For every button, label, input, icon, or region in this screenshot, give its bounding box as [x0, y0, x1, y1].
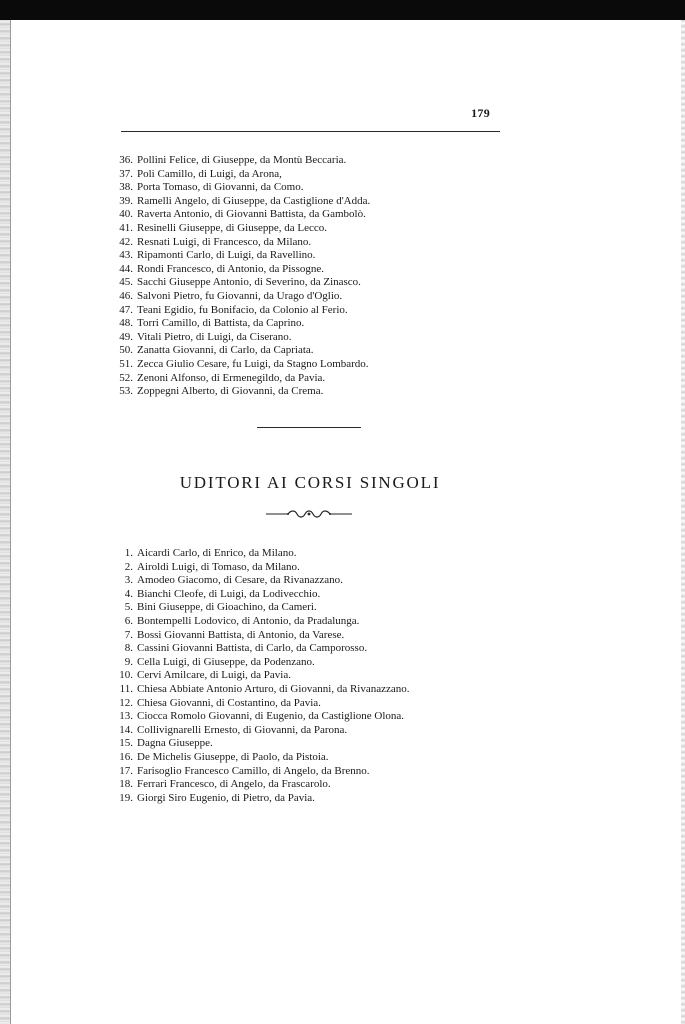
entry-number: 43. — [119, 249, 133, 262]
list-item — [100, 331, 500, 345]
entry-text: Bossi Giovanni Battista, di Antonio, da Varese. — [137, 628, 345, 641]
list-item — [100, 249, 500, 263]
list-item — [100, 290, 500, 304]
entry-text: Resnati Luigi, di Francesco, da Milano. — [137, 235, 312, 248]
list-item — [100, 236, 500, 250]
entry-text: Bini Giuseppe, di Gioachino, da Cameri. — [137, 601, 317, 614]
list-item — [100, 263, 500, 277]
entry-number: 40. — [119, 208, 133, 221]
entry-number: 36. — [119, 154, 133, 166]
entry-number: 39. — [119, 194, 133, 207]
entry-number: 8. — [124, 642, 133, 655]
list-item — [100, 168, 500, 182]
entry-number: 10. — [119, 669, 133, 682]
entry-text: De Michelis Giuseppe, di Paolo, da Pistoia. — [137, 750, 329, 763]
entry-text: Torri Camillo, di Battista, da Caprino. — [137, 317, 305, 330]
entry-text: Sacchi Giuseppe Antonio, di Severino, da Zinasco. — [137, 276, 361, 289]
list-item — [100, 765, 500, 779]
entry-text: Farisoglio Francesco Camillo, di Angelo, da Brenno. — [137, 764, 370, 777]
entry-text: Salvoni Pietro, fu Giovanni, da Urago d'Oglio. — [137, 289, 343, 302]
entry-number: 38. — [119, 181, 133, 194]
entry-number: 51. — [119, 357, 133, 370]
entry-number: 45. — [119, 276, 133, 289]
list-item — [100, 181, 500, 195]
entry-text: Bontempelli Lodovico, di Antonio, da Pradalunga. — [137, 614, 360, 627]
list-item — [100, 751, 500, 765]
entry-number: 44. — [119, 262, 133, 275]
entry-text: Cervi Amilcare, di Luigi, da Pavia. — [137, 669, 291, 682]
list-item — [100, 697, 500, 711]
list-item — [100, 372, 500, 386]
entry-number: 15. — [119, 737, 133, 750]
list-item — [100, 304, 500, 318]
scan-left-edge-line — [10, 20, 11, 1024]
scan-right-edge — [681, 20, 685, 1024]
entry-number: 7. — [124, 628, 133, 641]
entry-text: Dagna Giuseppe. — [137, 737, 213, 750]
entry-number: 48. — [119, 317, 133, 330]
entry-number: 14. — [119, 723, 133, 736]
list-item — [100, 154, 500, 168]
list-item — [100, 792, 500, 806]
entry-number: 11. — [119, 682, 133, 695]
entry-text: Cassini Giovanni Battista, di Carlo, da Camporosso. — [137, 642, 368, 655]
entry-text: Rondi Francesco, di Antonio, da Pissogne. — [137, 262, 324, 275]
entry-number: 47. — [119, 303, 133, 316]
list-item — [100, 642, 500, 656]
list-item — [100, 358, 500, 372]
entry-number: 3. — [124, 574, 133, 587]
page-number: 179 — [471, 106, 490, 120]
entry-number: 52. — [119, 371, 133, 384]
entry-number: 5. — [124, 601, 133, 614]
list-item — [100, 561, 500, 575]
list-item — [100, 588, 500, 602]
entry-text: Ramelli Angelo, di Giuseppe, da Castiglione d'Adda. — [137, 194, 371, 207]
list-item — [100, 276, 500, 290]
entry-text: Zanatta Giovanni, di Carlo, da Capriata. — [137, 344, 314, 357]
list-item — [100, 574, 500, 588]
entry-text: Porta Tomaso, di Giovanni, da Como. — [137, 181, 304, 194]
entry-text: Giorgi Siro Eugenio, di Pietro, da Pavia. — [137, 791, 315, 804]
entry-number: 19. — [119, 791, 133, 804]
entry-number: 50. — [119, 344, 133, 357]
list-item — [100, 615, 500, 629]
entry-number: 9. — [124, 655, 133, 668]
entry-text: Chiesa Abbiate Antonio Arturo, di Giovanni, da Rivanazzano. — [137, 682, 410, 695]
list-item — [100, 683, 500, 697]
section-divider — [257, 427, 361, 428]
entry-number: 2. — [124, 560, 133, 573]
entry-text: Zoppegni Alberto, di Giovanni, da Crema. — [137, 385, 324, 398]
entry-text: Zenoni Alfonso, di Ermenegildo, da Pavia. — [137, 371, 326, 384]
entry-number: 12. — [119, 696, 133, 709]
entry-number: 13. — [119, 710, 133, 723]
list-item — [100, 344, 500, 358]
list-item — [100, 317, 500, 331]
entry-number: 49. — [119, 330, 133, 343]
entry-number: 18. — [119, 778, 133, 791]
entry-text: Airoldi Luigi, di Tomaso, da Milano. — [137, 560, 300, 573]
list-item — [100, 601, 500, 615]
entry-text: Vitali Pietro, di Luigi, da Ciserano. — [137, 330, 292, 343]
list-item — [100, 195, 500, 209]
entry-number: 46. — [119, 289, 133, 302]
list-item — [100, 724, 500, 738]
header-rule — [121, 131, 500, 132]
entry-text: Raverta Antonio, di Giovanni Battista, da Gambolò. — [137, 208, 366, 221]
entry-text: Teani Egidio, fu Bonifacio, da Colonio al Ferio. — [137, 303, 348, 316]
entry-text: Collivignarelli Ernesto, di Giovanni, da Parona. — [137, 723, 348, 736]
entry-number: 1. — [124, 547, 133, 559]
entry-text: Pollini Felice, di Giuseppe, da Montù Beccaria. — [137, 154, 347, 166]
list-item — [100, 385, 500, 399]
entry-number: 37. — [119, 167, 133, 180]
list-item — [100, 737, 500, 751]
list-item — [100, 222, 500, 236]
entry-text: Ciocca Romolo Giovanni, di Eugenio, da Castiglione Olona. — [137, 710, 405, 723]
entry-number: 4. — [124, 587, 133, 600]
entry-text: Aicardi Carlo, di Enrico, da Milano. — [137, 547, 297, 559]
list-item — [100, 208, 500, 222]
entry-number: 42. — [119, 235, 133, 248]
entry-text: Cella Luigi, di Giuseppe, da Podenzano. — [137, 655, 315, 668]
ornament-flourish-icon — [264, 509, 354, 519]
list-item — [100, 778, 500, 792]
entry-text: Ripamonti Carlo, di Luigi, da Ravellino. — [137, 249, 316, 262]
scan-top-border — [0, 0, 685, 20]
entry-text: Resinelli Giuseppe, di Giuseppe, da Lecco. — [137, 221, 328, 234]
entry-number: 41. — [119, 221, 133, 234]
entry-number: 17. — [119, 764, 133, 777]
enrolled-students-list — [100, 154, 500, 399]
auditors-list — [100, 547, 500, 805]
entry-text: Zecca Giulio Cesare, fu Luigi, da Stagno Lombardo. — [137, 357, 369, 370]
entry-text: Bianchi Cleofe, di Luigi, da Lodivecchio. — [137, 587, 321, 600]
entry-number: 53. — [119, 385, 133, 398]
list-item — [100, 710, 500, 724]
list-item — [100, 547, 500, 561]
list-item — [100, 629, 500, 643]
list-item — [100, 669, 500, 683]
entry-text: Chiesa Giovanni, di Costantino, da Pavia. — [137, 696, 321, 709]
entry-text: Poli Camillo, di Luigi, da Arona, — [137, 167, 282, 180]
entry-text: Amodeo Giacomo, di Cesare, da Rivanazzano. — [137, 574, 343, 587]
entry-number: 6. — [124, 614, 133, 627]
entry-text: Ferrari Francesco, di Angelo, da Frascarolo. — [137, 778, 331, 791]
entry-number: 16. — [119, 750, 133, 763]
list-item — [100, 656, 500, 670]
section-title: UDITORI AI CORSI SINGOLI — [179, 473, 441, 492]
